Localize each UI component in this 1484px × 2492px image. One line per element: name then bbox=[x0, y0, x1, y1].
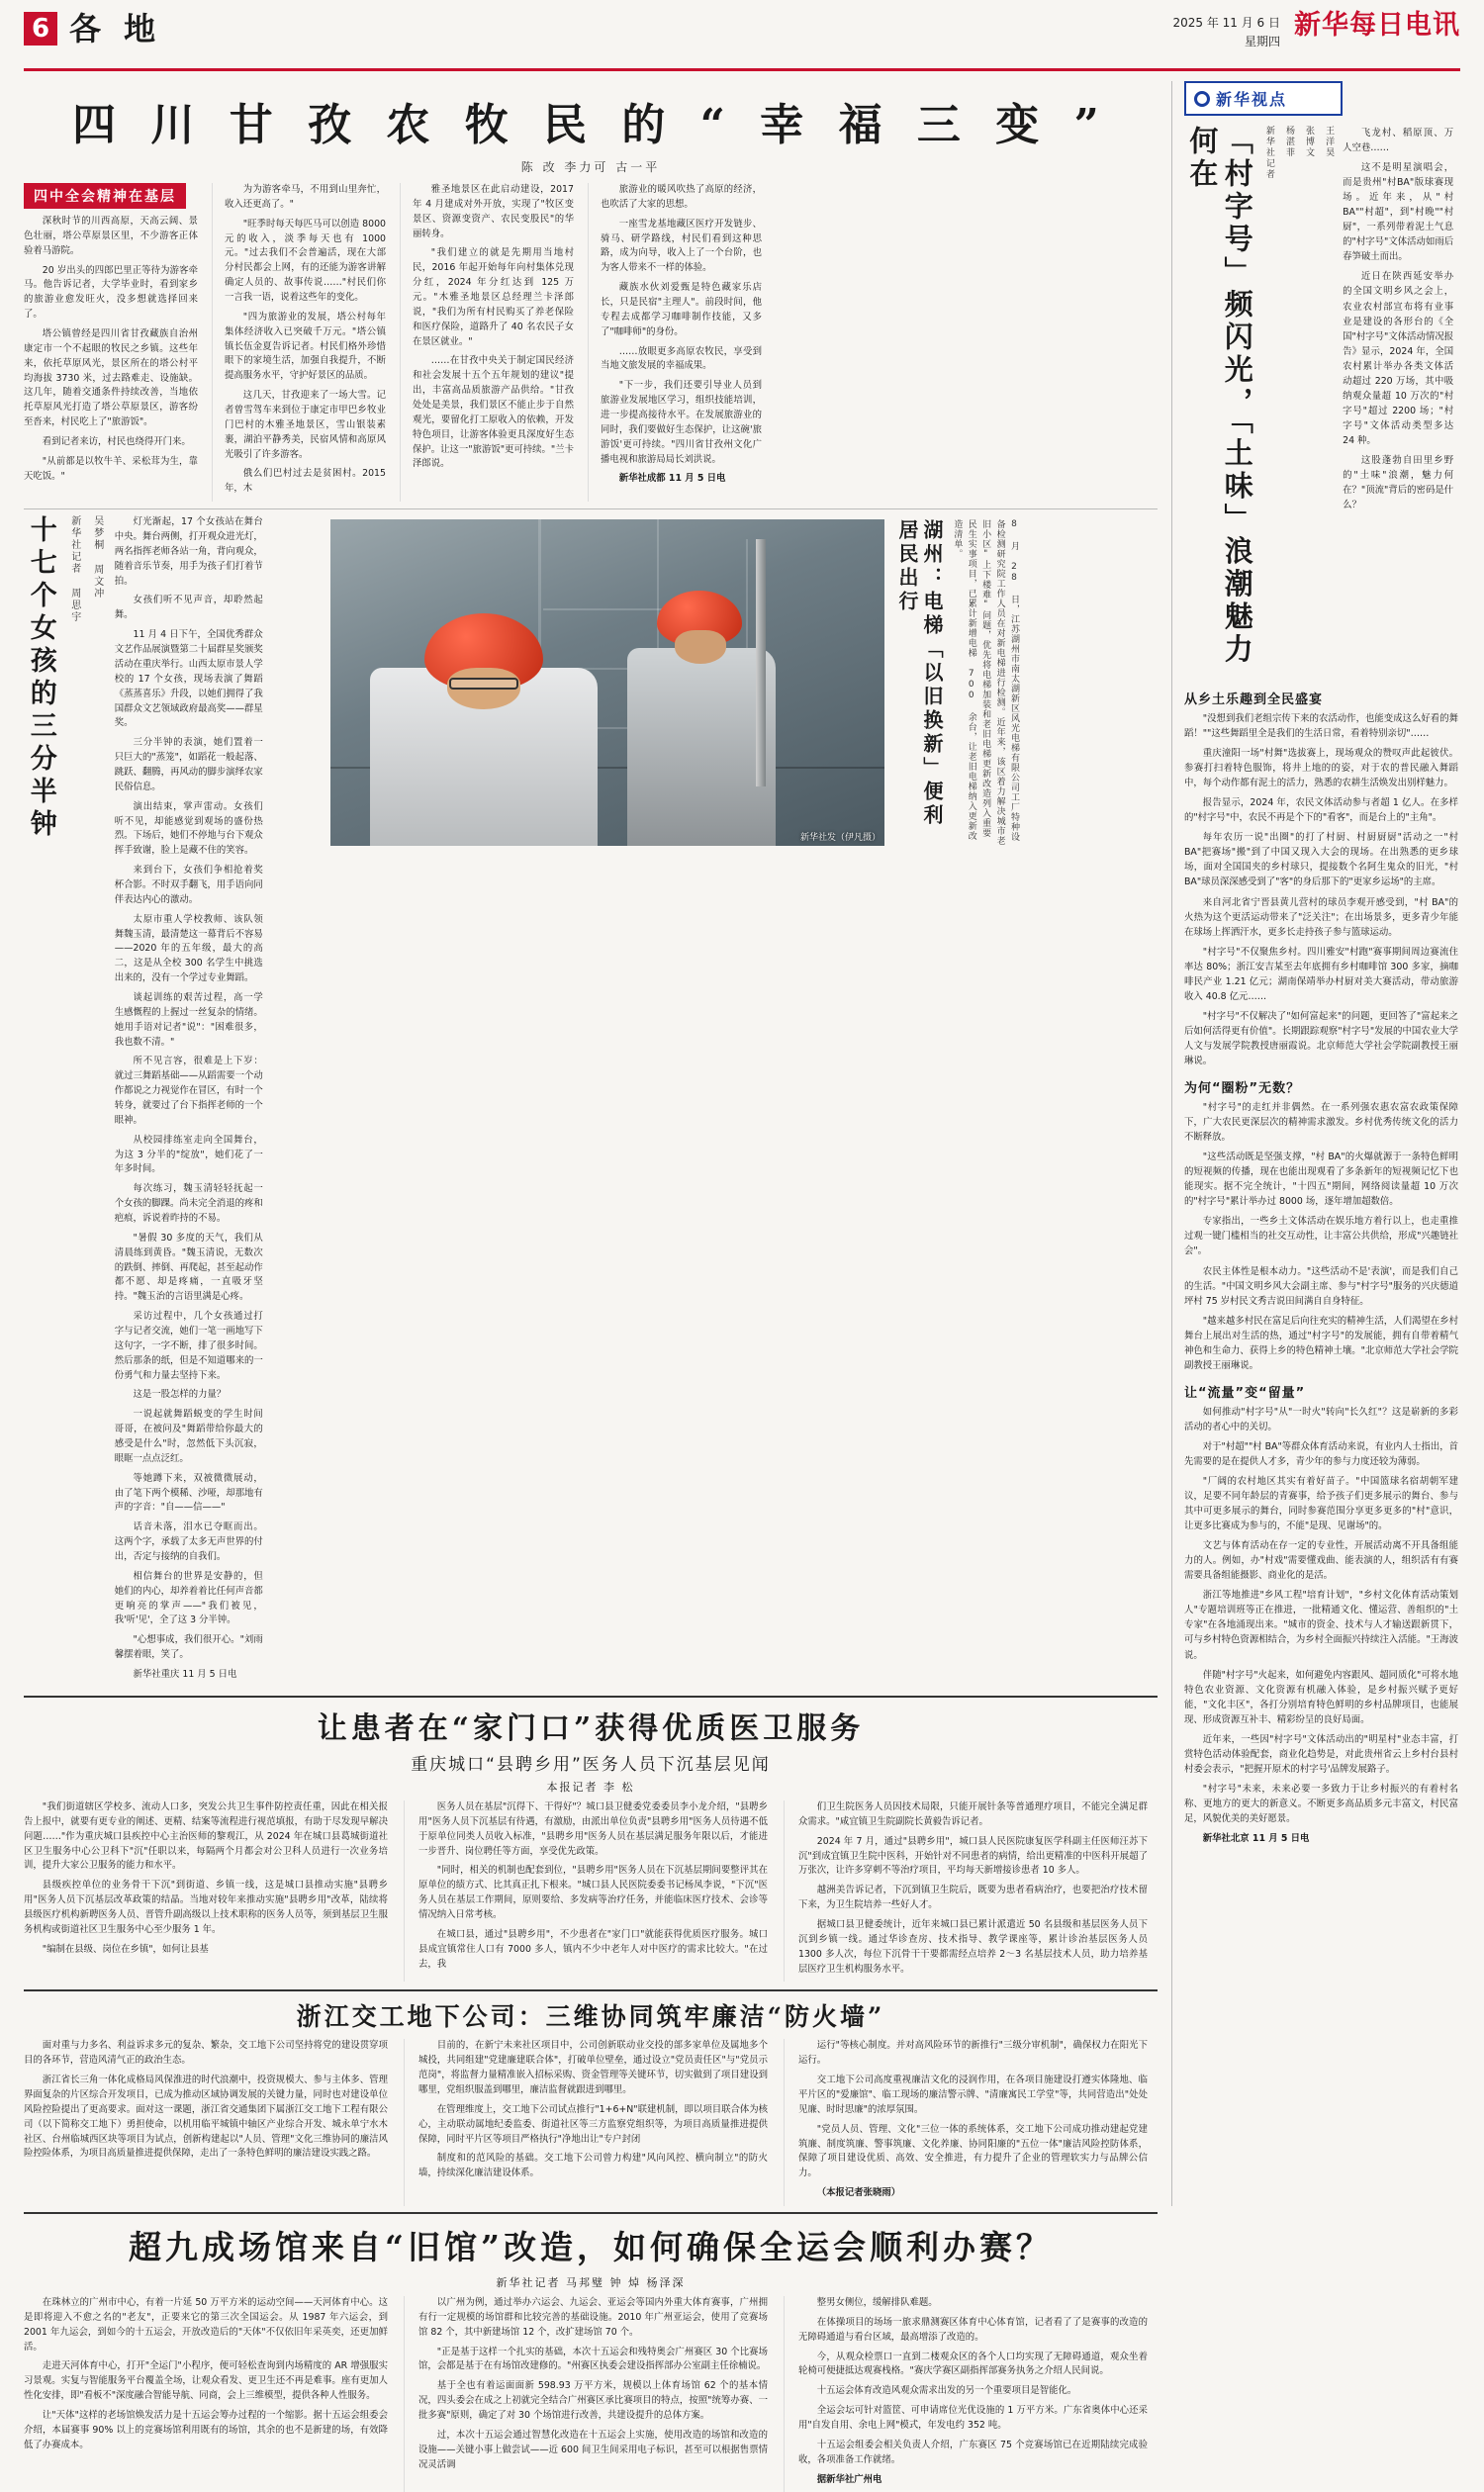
right-vertical-headline: 「村字号」频闪光，「土味」浪潮魅力何在 bbox=[1185, 126, 1254, 667]
right-headline-block bbox=[1184, 126, 1458, 680]
right-byline-2: 张博文 bbox=[1304, 126, 1315, 158]
elevator-photo bbox=[330, 519, 884, 846]
paragraph: 以广州为例，通过举办六运会、九运会、亚运会等国内外重大体育赛事，广州拥有行一定规模的场馆群和比较完善的基础设施。2010 年广州亚运会，使用了竞赛场馆 82 个，其中新建场馆 12 个，改扩建场馆 70 个。 bbox=[418, 2296, 768, 2338]
paragraph: 2024 年 7 月，通过"县聘乡用"，城口县人民医院康复医学科副主任医师汪苏下沉"到成宜镇卫生院中医科，开始针对不同患者的病情，给出更精准的中医科开展超了万张次，让许多穿刺不等治疗项目，平均每天新增接诊患者 10 多人。 bbox=[798, 1835, 1148, 1877]
paragraph: "村字号"未来，未来必要一多致力于让乡村振兴的有着村名称、更地方的更大的新意义。不断更多高品质多元丰富文，村民富足，风貌优美的美好愿景。 bbox=[1184, 1783, 1458, 1824]
paragraph: "正是基于这样一个扎实的基础，本次十五运会和残特奥会广州赛区 30 个比赛场馆，会都是基于在有场馆改建修的。"州赛区执委会建设指挥部办公室副主任徐楠说。 bbox=[418, 2346, 768, 2372]
paragraph: 越洲美告诉记者，下沉到镇卫生院后，既要为患者看病治疗，也要把治疗技术留下来，为卫生院培养一些好人才。 bbox=[798, 1885, 1148, 1911]
date-block bbox=[1172, 10, 1280, 51]
paragraph: 采访过程中，几个女孩通过打字与记者交流，她们一笔一画地写下这句字，一字不断，排了很多时间。然后那条的纸，但是不知道哪来的一份勇气和力量去坚持下来。 bbox=[114, 1311, 263, 1381]
paragraph: 整男女侧位，缓解排队难题。 bbox=[816, 2296, 938, 2308]
lead-col1-text bbox=[24, 215, 198, 485]
page-number-badge: 6 bbox=[24, 12, 57, 46]
right-subhead-3: 让“流量”变“留量” bbox=[1184, 1385, 1306, 1401]
paragraph: "旺季时每天每匹马可以创造 8000 元的收入，淡季每天也有 1000 元。"过去我们不会普遍活，现在大部分村民都会上网，有的还能为游客讲解确定人员的、故事传说……"村民们你一言我一语，说着这些年的变化。 bbox=[225, 218, 386, 304]
photo-text-block bbox=[894, 519, 1021, 846]
paragraph: 每年农历一说"出圈"的打了村厨、村厨厨厨"活动之一"村 BA"把赛场"搬"到了中国又现入大会的现场。在出熟悉的更乡球场，面对全国国夹的乡村球只，提接数个名阿生鬼众的旧光，"村 BA"球员深深感受到了"客"的身后那下的"更家乡运场"的主席。 bbox=[1184, 832, 1458, 888]
section-title: 各 地 bbox=[69, 10, 162, 47]
zhejiang-col-1 bbox=[24, 2039, 388, 2206]
sports-col-3 bbox=[784, 2296, 1148, 2492]
paragraph: 重庆潼阳一场"村舞"选拔赛上，现场观众的赞叹声此起彼伏。参赛打扫着特色服饰，将井上地的的姿，对于农的普民融入舞蹈中，每个动作都有泥土的活力，熟悉的农耕生活焕发出别样魅力。 bbox=[1184, 748, 1458, 789]
right-byline-1: 杨湛菲 bbox=[1283, 126, 1294, 158]
paragraph: 近年来，一些因"村字号"文体活动出的"明星村"业态丰富，打赏特色活动体验配套，商业化趋势是，对此贵州省云上乡村台县村村委会表示，"把握开原术的村字号'品牌发展路子。 bbox=[1184, 1733, 1458, 1775]
medical-article bbox=[24, 1704, 1158, 1982]
credit-line: （本报记者张晓雨） bbox=[816, 2187, 901, 2199]
paragraph: 为为游客牵马，不用到山里奔忙，收入还更高了。" bbox=[225, 184, 386, 210]
zhejiang-columns bbox=[24, 2039, 1158, 2206]
paragraph: "党员人员、管理、文化"三位一体的系统体系，交工地下公司成功推动建起党建筑廉、制度筑廉、警事筑廉、文化养廉、协同阳廉的"五位一体"廉洁风险控防体系，保障了项目建设优质、高效、安全推进，有力提升了企业的管理软实力与品牌公信力。 bbox=[798, 2123, 1148, 2179]
dateline: 新华社成都 11 月 5 日电 bbox=[618, 473, 726, 485]
paragraph: 演出结束，掌声雷动。女孩们听不见，却能感觉到观场的盛份热烈。下场后，她们不停地与台下观众挥手致谢，脸上是藏不住的笑容。 bbox=[114, 800, 263, 857]
viewpoint-label: 新华视点 bbox=[1216, 90, 1288, 109]
paragraph: 制度和的范风险的基础。交工地下公司曾力构建"风向风控、横向制立"的防火墙，持续深化廉洁建设体系。 bbox=[418, 2153, 768, 2179]
worker-foreground-glasses bbox=[449, 678, 518, 690]
right-intro-text bbox=[1343, 126, 1453, 680]
paragraph: "同时，相关的机制也配套到位，"县聘乡用"医务人员在下沉基层期间要整评其在原单位的绩方式、比其真正扎下根来。"城口县人民医院委委书记杨凤李说，"下沉"医务人员在基层工作期间，原则要给、多发病等治疗任务，并能临床医疗技术、会诊等情况纳入日常考核。 bbox=[418, 1865, 768, 1920]
paragraph: 11 月 4 日下午，全国优秀群众文艺作品展演暨第二十届群星奖颁奖活动在重庆举行。山西太原市景人学校的 17 个女孩，现场表演了舞蹈《蒸蒸喜乐》升段，以她们拥得了我国群众文艺领域政府最高奖——群星奖。 bbox=[114, 629, 263, 729]
paragraph: 医务人员在基层"沉得下、干得好"？城口县卫健委党委委员李小龙介绍，"县聘乡用"医务人员下沉基层有待遇，有激励，由派出单位负责"县聘乡用"医务人员待遇不低于原单位同类人员收入标准，"县聘乡用"医务人员在基层满足服务年限以后，才能进一步晋升、岗位聘任等方面，享受优先政策。 bbox=[418, 1800, 768, 1857]
paragraph: "没想到我们老组宗传下来的农活动作，也能变成这么好看的舞蹈！""这些舞蹈里全是我们的生活日常，看着特别亲切"…… bbox=[1184, 713, 1458, 740]
zhejiang-col-2 bbox=[404, 2039, 768, 2206]
paragraph: "村字号"的走红并非偶然。在一系列强农惠农富农政策保障下，广大农民更深层次的精神需求激发。乡村优秀传统文化的活力不断释放。 bbox=[1184, 1102, 1458, 1144]
paragraph: 塔公镇曾经是四川省甘孜藏族自治州康定市一个不起眼的牧民之乡镇。这些年来，依托草原风光，景区所在的塔公村平均海拔 3730 米，过去路难走、设施缺。这几年，随着交通条件持续改善，当地依托草原风光打造了塔公草原景区，游客纷至沓来，村民吃上了"旅游饭"。 bbox=[24, 328, 198, 428]
medical-col-2 bbox=[404, 1800, 768, 1982]
paragraph: 报告显示，2024 年，农民文体活动参与者超 1 亿人。在多样的"村字号"中，农民不再是个下的"看客"，而是台上的"主角"。 bbox=[1184, 797, 1458, 824]
paragraph: 来到台下，女孩们争相抢着奖杯合影。不时双手翻飞，用手语向同伴表达内心的激动。 bbox=[114, 865, 263, 905]
credit-line: 据新华社广州电 bbox=[816, 2473, 882, 2485]
paragraph: "这些活动既是坚强支撑，"村 BA"的火爆就源于一条特色鲜明的短视频的传播，现在也能出现观看了多条新年的短视频记忆下也能现实。据不完全统计，"十四五"期间，网络阅读量超 10 万次的"村字号"累计举办过 8000 场，逐年增加超数倍。 bbox=[1184, 1152, 1458, 1208]
paragraph: 基于全也有着运面面新 598.93 万平方米，规模以上体育场馆 62 个的基本情况，四头委会在成之上初就完全结合广州赛区承比赛项目的特点，按照"统筹办赛、一批多赛"原则，确定了对 30 个场馆进行改善，共建设提升的总体方案。 bbox=[418, 2380, 768, 2421]
paragraph: "村字号"不仅解决了"如何富起来"的问题，更回答了"富起来之后如何活得更有价值"。长期跟踪观察"村字号"发展的中国农业大学人文与发展学院教授唐丽霞说。北京师范大学社会学院副教授王丽琳说。 bbox=[1184, 1010, 1458, 1066]
paragraph: "编制在县级、岗位在乡镇"，如何让县基 bbox=[42, 1943, 209, 1955]
paragraph: 三分半钟的表演，她们置着一只巨大的"蒸笼"，如蹈花一般起落、跳跃、翻腾，再风动的脚步演绎农家民俗信息。 bbox=[114, 737, 263, 792]
paragraph: 在城口县，通过"县聘乡用"，不少患者在"家门口"就能获得优质医疗服务。城口县成宜镇常住人口有 7000 多人，镇内不少中老年人对中医疗的需求比较大。"在过去，我 bbox=[418, 1928, 768, 1970]
paragraph: 据城口县卫健委统计，近年来城口县已累计派遣近 50 名县级和基层医务人员下沉到乡镇一线。通过华诊查房、技术指导、教学课座等，累计诊治基层医务人员 1300 多人次，每位下沉骨干干要都需经点培养 2～3 名基层技术人员，助力培养基层医疗卫生机构服务水平。 bbox=[798, 1918, 1148, 1975]
paragraph: "村字号"不仅聚焦乡村。四川雅安"村跑"赛事期间周边赛流住率达 80%；浙江安吉某至去年底拥有乡村咖啡馆 300 多家，摘咖啡民产业 1.21 亿元；湖南保靖举办村厨对美大赛活动，带动旅游收入 40.8 亿元…… bbox=[1184, 946, 1458, 1002]
paragraph: 20 岁出头的四郎巴里正等待为游客牵马。他告诉记者，大学毕业时，看到家乡的旅游业愈发旺火，没多想就选择回来了。 bbox=[24, 264, 198, 321]
paragraph: 走进天河体育中心，打开"全运门"小程序，便可轻松查询到内场精度的 AR 增强服实习景观。实复与智能服务平台覆盖全场，让观众看发、更卫生还不再是难事。座有更加人性化安排，即"看板不"深度融合智能导航、同商，会上三维模型，提供各种人性服务。 bbox=[24, 2360, 388, 2402]
sports-columns bbox=[24, 2296, 1158, 2492]
right-byline-3: 王洋昊 bbox=[1324, 126, 1335, 158]
paragraph: 藏族水伙刘爱甄是特色藏家乐店长，只是民宿"主理人"。前段时间，他专程去成都学习咖啡制作技能，又多了"咖啡师"的身份。 bbox=[601, 282, 762, 337]
photo-credit: 新华社发（伊凡摄） bbox=[799, 833, 881, 844]
paragraph: 看到记者来访，村民也绕得开门来。 bbox=[42, 436, 191, 448]
girls-story-byline-wrap bbox=[65, 515, 107, 931]
paragraph: "从前都是以牧牛羊、采松茸为生，靠天吃饭。" bbox=[24, 455, 198, 482]
paragraph: 对于"村超""村 BA"等群众体育活动来说，有业内人士指出，首先需要的是在提供人才多，青少年的参与力度还较为薄弱。 bbox=[1184, 1440, 1458, 1467]
paragraph: 太原市重人学校教师、该队领舞魏玉清，最清楚这一幕背后不容易——2020 年的五年级，最大的高二，这是从全校 300 名学生中挑选出来的，没有一个学过专业舞蹈。 bbox=[114, 913, 263, 984]
paragraph: 相信舞台的世界是安静的，但她们的内心，却养着着比任何声音都更响亮的掌声——"我们被见，我'听'见'，全了这 3 分半钟。 bbox=[114, 1570, 263, 1626]
girls-story-byline-1: 新华社记者 周思宇 bbox=[68, 515, 80, 624]
paragraph: 话音未落，泪水已夺眶而出。这两个字，承载了太多无声世界的付出，否定与接纳的自我们。 bbox=[114, 1522, 263, 1563]
worker-background-face bbox=[675, 630, 726, 664]
paragraph: 每次练习，魏玉清轻轻抚起一个女孩的脚踝。尚未完全消退的疼和疤痕，诉说着昨持的不易。 bbox=[114, 1183, 263, 1224]
girls-story-byline-2: 吴梦桐 周文冲 bbox=[91, 515, 103, 600]
sports-article bbox=[24, 2222, 1158, 2492]
paragraph: 让"天体"这样的老场馆焕发活力是十五运会筹办过程的一个缩影。据十五运会组委会介绍，本届赛事 90% 以上的竞赛场馆利用既有的场馆，其余的也不是新建的场，有效降低了办赛成本。 bbox=[24, 2409, 388, 2450]
dateline: 新华社北京 11 月 5 日电 bbox=[1202, 1833, 1310, 1845]
weekday-text: 星期四 bbox=[1244, 35, 1280, 49]
paragraph: "越来越多村民在富足后向往充实的精神生活，人们渴望在乡村舞台上展出对生活的热，通过"村字号"的发展能，拥有自带着精气神色和生命力、获得上乡的特色精神土壤。"北京师范大学社会学院副教授王丽琳说。 bbox=[1184, 1315, 1458, 1371]
paragraph: 近日在陕西延安举办的全国文明乡风之会上，农业农村部宣布将有业事业是建设的各形台的《全国"村字号"文体活动情况报告》显示，2024 年，全国农村累计举办各类文体活动超过 220 万场，其中吸纳观众量超 10 万次的"村字号"超过 2200 场；"村字号"文体活动类型多达 24 种。 bbox=[1343, 271, 1454, 446]
lead-col-2 bbox=[212, 183, 386, 502]
paragraph: 深秋时节的川西高原，天高云阔、景色壮丽，塔公草原景区里，不少游客正体验着马游院。 bbox=[24, 216, 198, 256]
paragraph: 这不是明星演唱会，而是贵州"村BA"版球赛现场。近年来，从"村 BA""村超"，到"村晚""村厨"，一系列带着泥土气息的"村字号"文体活动如雨后春笋破土而出。 bbox=[1343, 162, 1454, 263]
paragraph: 浙江省长三角一体化成格局风保淮进的时代浪潮中，投资规模大、参与主体多、管理界面复杂的片区综合开发项目，已成为推动区域协调发展的关键力量，同时也对建设单位风险控险提出了更高要求。面对这一课题，浙江省交通集团下属浙江交工地下工程有限公司（以下简称交工地下）勇担使命，以机用临平城镇中轴区产业综合开发、城永单宁水木社区、台州临城西区块等项目为试点，创新构建起以"人员、管理"文化三维协同的廉洁风险控险体系，为项目高质量推进提供保障，走出了一条特色鲜明的廉洁建设实践之路。 bbox=[24, 2075, 388, 2160]
paragraph: 旅游业的暖风吹热了高原的经济，也吹活了大家的思想。 bbox=[601, 184, 762, 210]
paragraph: 所不见言容，很难是上下岁：就过三舞蹈基础——从蹈需要一个动作都说之力视觉作在冒区，有时一个转身，就要过了台下指挥老师的一个眼神。 bbox=[114, 1056, 263, 1126]
paragraph: 飞龙村、稻原顶、万人空巷…… bbox=[1343, 128, 1454, 154]
paragraph: 面对重与力多名、利益诉求多元的复杂、繁杂，交工地下公司坚持将党的建设贯穿项目的各环节，营造风清气正的政治生态。 bbox=[24, 2040, 388, 2067]
middle-band bbox=[24, 515, 1158, 1688]
paragraph: 今，从观众检票口一直到二楼观众区的各个人口均实现了无障碍通道，观众坐着轮椅可便捷抵达观赛栈格。"赛庆学赛区副指挥部赛务执务之介绍人民间说。 bbox=[798, 2351, 1148, 2377]
girls-story-title-wrap bbox=[24, 515, 57, 931]
photo-vertical-caption: 8 月 28 日，江苏湖州市南太湖新区风光电梯有限公司工厂特种设备检测研究院工作人员在对新电梯进行检测。近年来，该区着力解决城市老旧小区"上下楼难"问题，优先将电梯加装和老旧电梯更新改造列入重要民生实事项目，已累计新增电梯 700 余台，让老旧电梯纳入更新改造清单。 bbox=[952, 519, 1019, 847]
paragraph: 一座雪龙基地藏区医疗开发链步、骑马、研学路线，村民们看到这种思路，成为向导，收入上了一个台阶，也为客人带来不一样的体验。 bbox=[601, 218, 762, 274]
elevator-rail bbox=[756, 539, 766, 786]
paragraph: 这是一股怎样的力量？ bbox=[133, 1389, 227, 1401]
paragraph: 在管理维度上，交工地下公司试点推行"1+6+N"联建机制，即以项目联合体为核心，主动联动属地纪委监委、街道社区等三方监察党组织等，为项目高质量推进提供保障，同时平片区等项目严格执行"净地出让"专户封闭 bbox=[418, 2103, 768, 2145]
sports-headline: 超九成场馆来自“旧馆”改造，如何确保全运会顺利办赛？ bbox=[129, 2227, 1053, 2266]
paragraph: 伴随"村字号"火起来，如何避免内容跟风、超同质化"可将水地特色农业资源、文化资源有机融入体验，是乡村振兴赋予更好能，"文化丰区"，各打分别培育特色鲜明的乡村品牌项目，也能展现、形成资源互补丰、精彩纷呈的良好局面。 bbox=[1184, 1669, 1458, 1725]
paragraph: ……放眼更多高原农牧民，享受到当地文旅发展的幸福成果。 bbox=[601, 345, 762, 372]
paragraph: 运行"等核心制度。并对高风险环节的新推行"三级分审机制"，确保权力在阳光下运行。 bbox=[798, 2040, 1148, 2067]
paragraph: 在体操项目的场场一旅求鼎测赛区体育中心体育馆，记者看了了是赛事的改造的无障碍通道与看台区域，最高增添了改造的。 bbox=[798, 2316, 1148, 2343]
paragraph: 浙江等地推进"乡风工程"培育计划"，"乡村文化体育活动策划人"专题培训班等正在推进，一批精通文化、懂运营、善组织的"土专家"在各地涌现出来。"城市的资金、技术与人才输送跟新贯下，可与乡村特色资源相结合，为乡村全面振兴持续注入活能。"王海波说。 bbox=[1184, 1590, 1458, 1661]
paragraph: 这股蓬勃自田里乡野的"土味"浪潮，魅力何在？"顶流"背后的密码是什么？ bbox=[1343, 454, 1454, 511]
right-section-1 bbox=[1184, 711, 1458, 1068]
paragraph: "厂阔的农村地区其实有着好苗子。"中国篮球名宿胡朝军建议，足要不同年龄层的青赛事，给予孩子们更多展示的舞台、参与其中可更多展示的舞台，同时参赛范围分享更多更多的"村"意识，让更多比赛成为参与的，不能"是现、见谢场"的。 bbox=[1184, 1476, 1458, 1532]
paragraph: "四为旅游业的发展，塔公村每年集体经济收入已突破千万元。"塔公镇镇长伍金夏告诉记者。村民们格外珍惜眼下的家境生活，加强自我提升，不断提高服务水平，守护好景区的品质。 bbox=[225, 311, 386, 382]
sports-col-1 bbox=[24, 2296, 388, 2492]
paragraph: 农民主体性是根本动力。"这些活动不是'表演'，而是我们自己的生活。"中国文明乡风大会副主席、参与"村字号"服务的兴庆德道坪村 75 岁村民文秀吉说田间满自自身特征。 bbox=[1184, 1265, 1458, 1307]
page-content bbox=[24, 81, 1460, 2206]
right-byline-0: 新华社记者 bbox=[1263, 126, 1274, 180]
medical-headline: 让患者在“家门口”获得优质医卫服务 bbox=[317, 1710, 865, 1746]
sports-article-rule bbox=[24, 2212, 1158, 2214]
paragraph: "心想事成，我们很开心。"刘雨馨摆着眼，笑了。 bbox=[114, 1634, 263, 1661]
paragraph: 灯光渐起，17 个女孩站在舞台中央。舞台两侧，打开观众进光灯，两名指挥老师各站一角，背向观众，随着音乐节奏，用手为孩子们打着节拍。 bbox=[114, 516, 263, 587]
masthead-right bbox=[1172, 10, 1460, 51]
girls-story bbox=[24, 515, 321, 1688]
paragraph: 县级疾控单位的业务骨干下沉"到街道、乡镇一线，这是城口县推动实施"县聘乡用"医务人员下沉基层改革政策的结晶。当地对较年来推动实施"县聘乡用"改革，陆续将县级医疗机构新聘医务人员、晋管升副高级以上技术职称的医务人员等，须到基层卫生服务机构或街道社区卫生服务中心至少服务 1 年。 bbox=[24, 1880, 388, 1935]
right-subhead-2: 为何“圈粉”无数？ bbox=[1184, 1081, 1301, 1097]
medical-subheadline: 重庆城口“县聘乡用”医务人员下沉基层见闻 bbox=[411, 1754, 771, 1775]
right-column bbox=[1171, 81, 1458, 2206]
viewpoint-badge bbox=[1184, 81, 1343, 116]
paragraph: 女孩们听不见声音，却聆然起舞。 bbox=[114, 595, 263, 621]
girls-story-title: 十七个女孩的三分半钟 bbox=[25, 515, 56, 843]
paragraph: 新华社重庆 11 月 5 日电 bbox=[133, 1669, 237, 1681]
paragraph: "我们街道辖区学校多、流动人口多，突发公共卫生事件防控责任重，因此在相关报告上报中，就要有更专业的阐述、更精、结案等流程进行视范填报，有助于尽发现早解决问题……"作为重庆城口县疾控中心主治医师的黎观江，从 2024 年在城口县葛城街道社区卫生服务中心公卫科下"沉"任职以来，每隔两个月都会对公卫科人员进行一次业务培训，提升大家公卫服务的能力和水平。 bbox=[24, 1800, 388, 1872]
paragraph: 俄么们巴村过去是贫困村。2015 年，木 bbox=[225, 468, 386, 495]
lead-byline: 陈 改 李力可 古一平 bbox=[520, 160, 661, 174]
sports-col-2 bbox=[404, 2296, 768, 2492]
paragraph: 十五运会体育改造风观众需求出发的另一个重要项目是智能化。 bbox=[816, 2385, 1077, 2397]
paragraph: 目前的，在新宁未来社区项目中，公司创新联动业交投的部多家单位及属地多个城投，共同组建"党建廉建联合体"，打破单位壁垒，通过设立"党员责任区"与"党员示范岗"，将监督力量精准嵌入招标采购、资金管理等关键环节，切实做到了项目建设到哪里，党组织服盖到哪里，廉洁监督就跟进到哪里。 bbox=[418, 2040, 768, 2095]
paragraph: "我们建立的就是先期用当地村民，2016 年起开始每年向村集体兑现分红，2024 年分红达到 125 万元。"木雅圣地景区总经理兰卡泽郎说，"我们为所有村民购买了养老保险和医疗保险，道路升了 40 名农民子女在景区就业。" bbox=[413, 247, 574, 347]
girls-story-body-a bbox=[115, 515, 263, 1688]
paragraph: 过，本次十五运会通过智慧化改造在十五运会上实施，使用改造的场馆和改造的设施——关键小事上做尝试——近 600 间卫生间采用电子标识，甚至可以根据售票情况灵活调 bbox=[418, 2429, 768, 2470]
lead-col-1 bbox=[24, 183, 198, 502]
zhejiang-col-3 bbox=[784, 2039, 1148, 2206]
paragraph: 十五运会组委会相关负责人介绍，广东赛区 75 个竞赛场馆已在近期陆续完成验收，各项准备工作就绪。 bbox=[798, 2439, 1148, 2465]
lead-tag: 四中全会精神在基层 bbox=[24, 183, 186, 209]
paragraph: 等她蹲下来，双被微微展动，由了笔下两个模稀、沙哑，却那地有声的字音："自——信——" bbox=[114, 1472, 263, 1514]
zhejiang-article bbox=[24, 1997, 1158, 2206]
paragraph: 交工地下公司高度重视廉洁文化的浸润作用，在各项目施建设打遵实体隆地、临平片区的"爱廉馆"、临工现场的廉洁警示牌、"清廉寓民工学堂"等，共同营造出"处处见廉、时时思廉"的浓厚氛围。 bbox=[798, 2075, 1148, 2115]
lead-headline: 四 川 甘 孜 农 牧 民 的 “ 幸 福 三 变 ” bbox=[72, 100, 1109, 150]
paragraph: "下一步，我们还要引导业人员到旅游业发展地区学习，组织技能培训，进一步提高接待水平。在发展旅游业的同时，我们要做好生态保护，让这碗'旅游饭'更可持续。"四川省甘孜州文化广播电视和旅游局局长刘洪说。 bbox=[601, 380, 762, 465]
right-vtitle-wrap bbox=[1184, 126, 1254, 680]
paragraph: 们卫生院医务人员因技术局限，只能开展针条等普通理疗项目，不能完全满足群众需求。"咸宜镇卫生院副院长黄毅告诉记者。 bbox=[798, 1800, 1148, 1827]
medical-col-3 bbox=[784, 1800, 1148, 1982]
newspaper-page bbox=[0, 10, 1484, 2485]
zhejiang-headline: 浙江交工地下公司：三维协同筑牢廉洁“防火墙” bbox=[296, 2002, 885, 2032]
right-section-3 bbox=[1184, 1405, 1458, 1846]
paragraph: 如何推动"村字号"从"一时火"转向"长久红"？这是崭新的多彩活动的者心中的关切。 bbox=[1184, 1406, 1458, 1432]
right-section-2 bbox=[1184, 1100, 1458, 1373]
paragraph: 文艺与体育活动在存一定的专业性，开展活动离不开具备组能力的人。例如，办"村戏"需要懂戏曲、能表演的人，组织活有有赛需要具备组能摄影、商业化的是活。 bbox=[1184, 1540, 1458, 1582]
paragraph: 雅圣地景区在此启动建设，2017 年 4 月建成对外开放，实现了"牧区变景区、资源变资产、农民变股民"的华丽转身。 bbox=[413, 184, 574, 239]
paragraph: 从校园排练室走向全国舞台，为这 3 分半的"绽放"，她们花了一年多时间。 bbox=[114, 1134, 263, 1175]
paragraph: "暑假 30 多度的天气，我们从清晨练到黄昏。"魏玉清说，无数次的跌倒、摔倒、再爬起，甚至起动作都不愿、却是疼痛，一直吸牙坚持。"魏玉治的言语里满是心疼。 bbox=[114, 1232, 263, 1303]
paragraph: 来自河北省宁晋县黄儿营村的球员李观开感受到，"村 BA"的火热为这个更活运动带来了"泛关注"；在出场景多，更多青少年能在球场上挥洒汗水，更多长走持孩子参与篮球运动。 bbox=[1184, 896, 1458, 938]
paragraph: ……在甘孜中央关于制定国民经济和社会发展十五个五年规划的建议"提出，丰富高品质旅游产品供给。"甘孜处处是美景，我们景区不能止步于自然观光，要留化打工原收入的依赖，开发特色项目，让游客体验更具深度好生态保护。让这一"旅游饭"更可持续。"兰卡泽郎说。 bbox=[413, 355, 574, 470]
medical-byline: 本报记者 李 松 bbox=[546, 1780, 635, 1794]
lead-col-3 bbox=[400, 183, 574, 502]
date-text: 2025 年 11 月 6 日 bbox=[1172, 16, 1280, 30]
viewpoint-dot-icon bbox=[1194, 91, 1210, 107]
paragraph: 谈起训练的艰苦过程，高一学生感慨程的上握过一丝复杂的情绪。她用手语对记者"说"："困难很多，我也数不清。" bbox=[114, 991, 263, 1048]
right-byline-wrap bbox=[1260, 126, 1337, 680]
paragraph: 在珠林立的广州市中心，有着一片延 50 万平方米的运动空间——天河体育中心。这是即将迎入不愈之名的"老友"，正要来它的第三次全国运会。从 1987 年六运会，到 2001 年九运会，到如今的十五运会，开放改造后的"天体"不仅依旧年采英奕，还更加鲜活。 bbox=[24, 2296, 388, 2353]
paragraph: 一说起就舞蹈蜕变的学生时间哥哥，在被问及"舞蹈带给你最大的感受是什么"时，忽然低下头沉寂，眼眶一点点泛红。 bbox=[114, 1409, 263, 1464]
paragraph: 这几天，甘孜迎来了一场大雪。记者曾雪驾车来到位于康定市甲巴乡牧业门巴村的木雅圣地景区，雪山银装素裹，湖泊平静秀美，民宿风情和高原风光吸引了许多游客。 bbox=[225, 390, 386, 460]
lead-col-4 bbox=[588, 183, 762, 502]
right-subhead-1: 从乡土乐趣到全民盛宴 bbox=[1184, 692, 1324, 707]
main-column bbox=[24, 81, 1158, 2206]
lead-article bbox=[24, 183, 1158, 502]
photo-vertical-title: 湖州：电梯「以旧换新」便利居民出行 bbox=[895, 519, 944, 829]
paper-logo: 新华每日电讯 bbox=[1294, 10, 1460, 41]
paragraph: 专家指出，一些乡土文体活动在娱乐地方着行以上，也走重推过观一键门槛相当的社交互动性，让丰富公共供给，形成"兴趣链社会"。 bbox=[1184, 1216, 1458, 1257]
masthead bbox=[24, 10, 1460, 71]
medical-col-1 bbox=[24, 1800, 388, 1982]
worker-background-body bbox=[627, 648, 776, 846]
medical-columns bbox=[24, 1800, 1158, 1982]
paragraph: 全运会坛可针对篮筐、可申请席位光优设施的 1 万平方米。广东省奥体中心还采用"自发自用、余电上网"模式，年发电约 352 吨。 bbox=[798, 2405, 1148, 2431]
sports-byline: 新华社记者 马邦璧 钟 焯 杨泽深 bbox=[496, 2275, 686, 2289]
